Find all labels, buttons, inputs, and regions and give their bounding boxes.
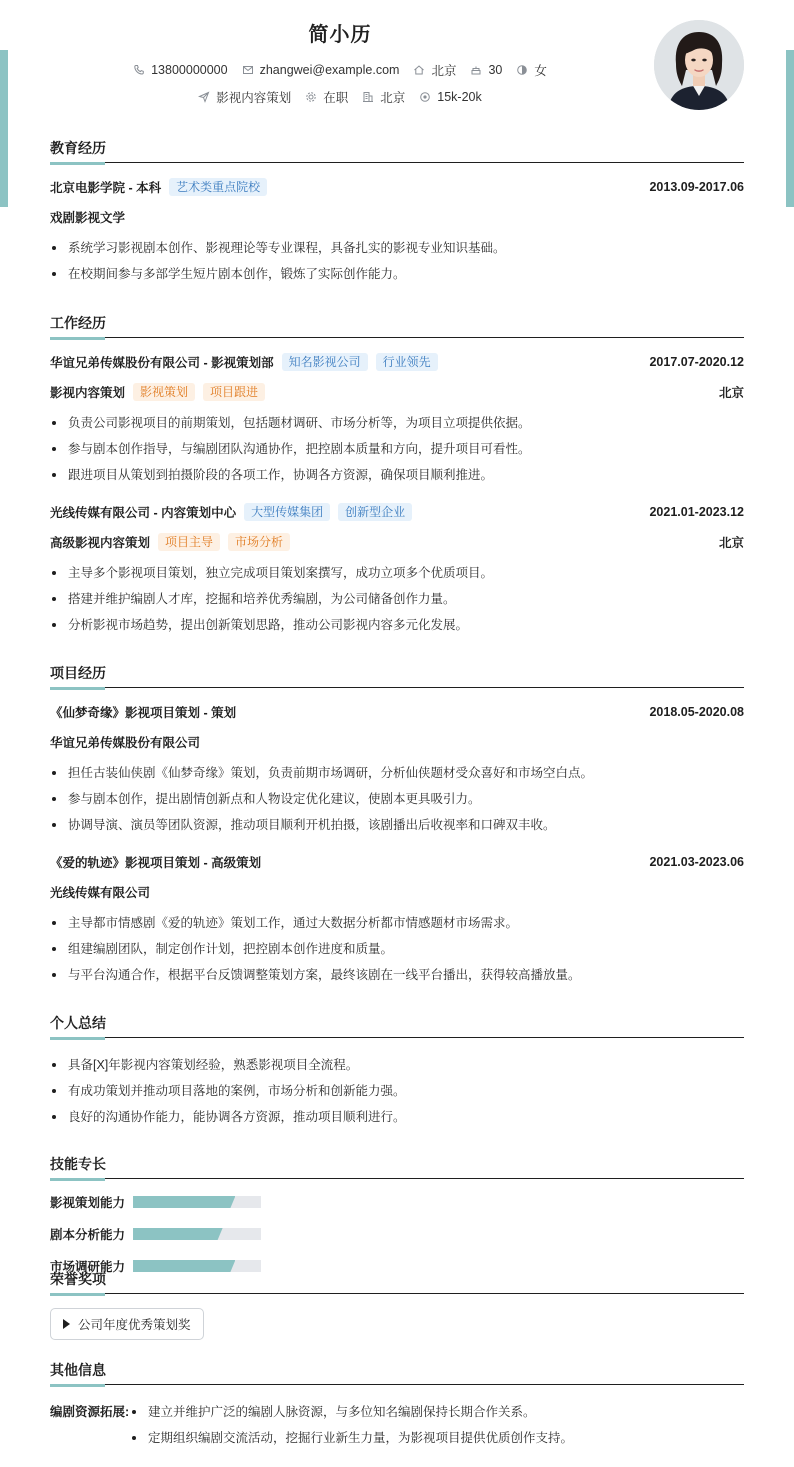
role-tag: 项目跟进 bbox=[203, 383, 265, 401]
section-title-education: 教育经历 bbox=[50, 138, 744, 163]
section-title-awards: 荣誉奖项 bbox=[50, 1269, 744, 1294]
salary-icon bbox=[419, 91, 431, 103]
work-city: 北京 bbox=[718, 536, 744, 550]
skill-level-fill bbox=[133, 1196, 235, 1208]
project-company: 光线传媒有限公司 bbox=[50, 886, 151, 900]
company-name: 光线传媒有限公司 - 内容策划中心 bbox=[50, 506, 237, 520]
list-item: 建立并维护广泛的编剧人脉资源，与多位知名编剧保持长期合作关系。 bbox=[130, 1399, 573, 1425]
project-entry bbox=[50, 852, 744, 988]
education-period: 2013.09-2017.06 bbox=[649, 180, 744, 194]
major: 戏剧影视文学 bbox=[50, 211, 126, 225]
list-item: 有成功策划并推动项目落地的案例，市场分析和创新能力强。 bbox=[50, 1078, 744, 1104]
company-tag: 创新型企业 bbox=[338, 503, 412, 521]
company-tag: 知名影视公司 bbox=[282, 353, 368, 371]
list-item: 主导多个影视项目策划，独立完成项目策划案撰写，成功立项多个优质项目。 bbox=[50, 560, 744, 586]
avatar bbox=[654, 20, 744, 110]
list-item: 跟进项目从策划到拍摄阶段的各项工作，协调各方资源，确保项目顺利推进。 bbox=[50, 462, 744, 488]
contact-gender: 女 bbox=[516, 61, 547, 79]
work-period: 2021.01-2023.12 bbox=[649, 505, 744, 519]
work-entry-head bbox=[50, 352, 744, 372]
skill-name: 剧本分析能力 bbox=[50, 1228, 126, 1242]
work-entry bbox=[50, 502, 744, 638]
skill-name: 市场调研能力 bbox=[50, 1260, 126, 1274]
list-item: 负责公司影视项目的前期策划，包括题材调研、市场分析等，为项目立项提供依据。 bbox=[50, 410, 744, 436]
home-icon bbox=[413, 64, 425, 76]
summary-bullets bbox=[50, 1052, 744, 1130]
contact-phone: 13800000000 bbox=[133, 61, 227, 79]
contact-age: 30 bbox=[470, 61, 502, 79]
role-tag: 项目主导 bbox=[158, 533, 220, 551]
education-entry-head bbox=[50, 177, 744, 197]
project-period: 2021.03-2023.06 bbox=[649, 855, 744, 869]
project-company: 华谊兄弟传媒股份有限公司 bbox=[50, 736, 201, 750]
list-item: 定期组织编剧交流活动，挖掘行业新生力量，为影视项目提供优质创作支持。 bbox=[130, 1425, 573, 1451]
job-intent-row bbox=[0, 88, 680, 106]
section-title-work: 工作经历 bbox=[50, 313, 744, 338]
list-item: 搭建并维护编剧人才库，挖掘和培养优秀编剧，为公司储备创作力量。 bbox=[50, 586, 744, 612]
resume-body bbox=[50, 138, 744, 1451]
project-company-row bbox=[50, 732, 744, 752]
section-title-skills: 技能专长 bbox=[50, 1154, 744, 1179]
list-item: 在校期间参与多部学生短片剧本创作，锻炼了实际创作能力。 bbox=[50, 261, 744, 287]
other-info-label: 编剧资源拓展: bbox=[50, 1405, 130, 1419]
list-item: 与平台沟通合作，根据平台反馈调整策划方案，最终该剧在一线平台播出，获得较高播放量。 bbox=[50, 962, 744, 988]
intent-salary: 15k-20k bbox=[419, 88, 481, 106]
role-tag: 影视策划 bbox=[133, 383, 195, 401]
work-period: 2017.07-2020.12 bbox=[649, 355, 744, 369]
work-city: 北京 bbox=[718, 386, 744, 400]
section-title-summary: 个人总结 bbox=[50, 1013, 744, 1038]
contact-email: zhangwei@example.com bbox=[242, 61, 400, 79]
skill-level-bar bbox=[133, 1196, 261, 1208]
list-item: 具备[X]年影视内容策划经验，熟悉影视项目全流程。 bbox=[50, 1052, 744, 1078]
send-icon bbox=[198, 91, 210, 103]
school-name: 北京电影学院 - 本科 bbox=[50, 181, 162, 195]
skills-section bbox=[50, 1154, 744, 1274]
project-company-row bbox=[50, 882, 744, 902]
role-tag: 市场分析 bbox=[228, 533, 290, 551]
project-name: 《仙梦奇缘》影视项目策划 - 策划 bbox=[50, 706, 237, 720]
section-title-other: 其他信息 bbox=[50, 1360, 744, 1385]
list-item: 担任古装仙侠剧《仙梦奇缘》策划，负责前期市场调研，分析仙侠题材受众喜好和市场空白点。 bbox=[50, 760, 744, 786]
company-tag: 大型传媒集团 bbox=[244, 503, 330, 521]
contact-city: 北京 bbox=[413, 61, 456, 79]
work-role-row bbox=[50, 532, 744, 552]
project-entry bbox=[50, 702, 744, 852]
education-major-row bbox=[50, 207, 744, 227]
job-role: 高级影视内容策划 bbox=[50, 536, 151, 550]
skills-list bbox=[50, 1193, 744, 1275]
skill-level-fill bbox=[133, 1228, 223, 1240]
mail-icon bbox=[242, 64, 254, 76]
project-entry-head bbox=[50, 702, 744, 722]
projects-section bbox=[50, 663, 744, 1013]
list-item: 协调导演、演员等团队资源，推动项目顺利开机拍摄，该剧播出后收视率和口碑双丰收。 bbox=[50, 812, 744, 838]
project-name: 《爱的轨迹》影视项目策划 - 高级策划 bbox=[50, 856, 262, 870]
list-item: 系统学习影视剧本创作、影视理论等专业课程，具备扎实的影视专业知识基础。 bbox=[50, 235, 744, 261]
job-role: 影视内容策划 bbox=[50, 386, 126, 400]
resume-header bbox=[0, 0, 794, 130]
intent-city: 北京 bbox=[362, 88, 405, 106]
award-name: 公司年度优秀策划奖 bbox=[78, 1318, 191, 1332]
work-entry bbox=[50, 352, 744, 502]
candidate-name: 简小历 bbox=[308, 24, 372, 46]
age-icon bbox=[470, 64, 482, 76]
status-icon bbox=[305, 91, 317, 103]
work-role-row bbox=[50, 382, 744, 402]
awards-section bbox=[50, 1269, 744, 1360]
list-item: 参与剧本创作指导，与编剧团队沟通协作，把控剧本质量和方向，提升项目可看性。 bbox=[50, 436, 744, 462]
work-section bbox=[50, 313, 744, 663]
contact-row bbox=[0, 61, 680, 79]
skill-item bbox=[50, 1225, 403, 1243]
other-bullets bbox=[130, 1399, 573, 1451]
intent-status: 在职 bbox=[305, 88, 348, 106]
skill-name: 影视策划能力 bbox=[50, 1196, 126, 1210]
education-bullets bbox=[50, 235, 744, 287]
school-tag: 艺术类重点院校 bbox=[169, 178, 267, 196]
skill-item bbox=[50, 1193, 403, 1211]
education-section bbox=[50, 138, 744, 313]
company-name: 华谊兄弟传媒股份有限公司 - 影视策划部 bbox=[50, 356, 274, 370]
list-item: 主导都市情感剧《爱的轨迹》策划工作，通过大数据分析都市情感题材市场需求。 bbox=[50, 910, 744, 936]
work-bullets bbox=[50, 410, 744, 488]
work-bullets bbox=[50, 560, 744, 638]
project-bullets bbox=[50, 760, 744, 838]
award-item[interactable] bbox=[50, 1308, 204, 1340]
section-title-projects: 项目经历 bbox=[50, 663, 744, 688]
list-item: 参与剧本创作，提出剧情创新点和人物设定优化建议，使剧本更具吸引力。 bbox=[50, 786, 744, 812]
other-info-row bbox=[50, 1399, 744, 1451]
project-bullets bbox=[50, 910, 744, 988]
summary-section bbox=[50, 1013, 744, 1154]
skill-level-bar bbox=[133, 1228, 261, 1240]
gender-icon bbox=[516, 64, 528, 76]
caret-right-icon bbox=[63, 1319, 70, 1329]
list-item: 组建编剧团队，制定创作计划，把控剧本创作进度和质量。 bbox=[50, 936, 744, 962]
project-entry-head bbox=[50, 852, 744, 872]
company-tag: 行业领先 bbox=[376, 353, 438, 371]
other-section bbox=[50, 1360, 744, 1451]
list-item: 分析影视市场趋势，提出创新策划思路，推动公司影视内容多元化发展。 bbox=[50, 612, 744, 638]
phone-icon bbox=[133, 64, 145, 76]
list-item: 良好的沟通协作能力，能协调各方资源，推动项目顺利进行。 bbox=[50, 1104, 744, 1130]
work-entry-head bbox=[50, 502, 744, 522]
project-period: 2018.05-2020.08 bbox=[649, 705, 744, 719]
intent-position: 影视内容策划 bbox=[198, 88, 291, 106]
building-icon bbox=[362, 91, 374, 103]
